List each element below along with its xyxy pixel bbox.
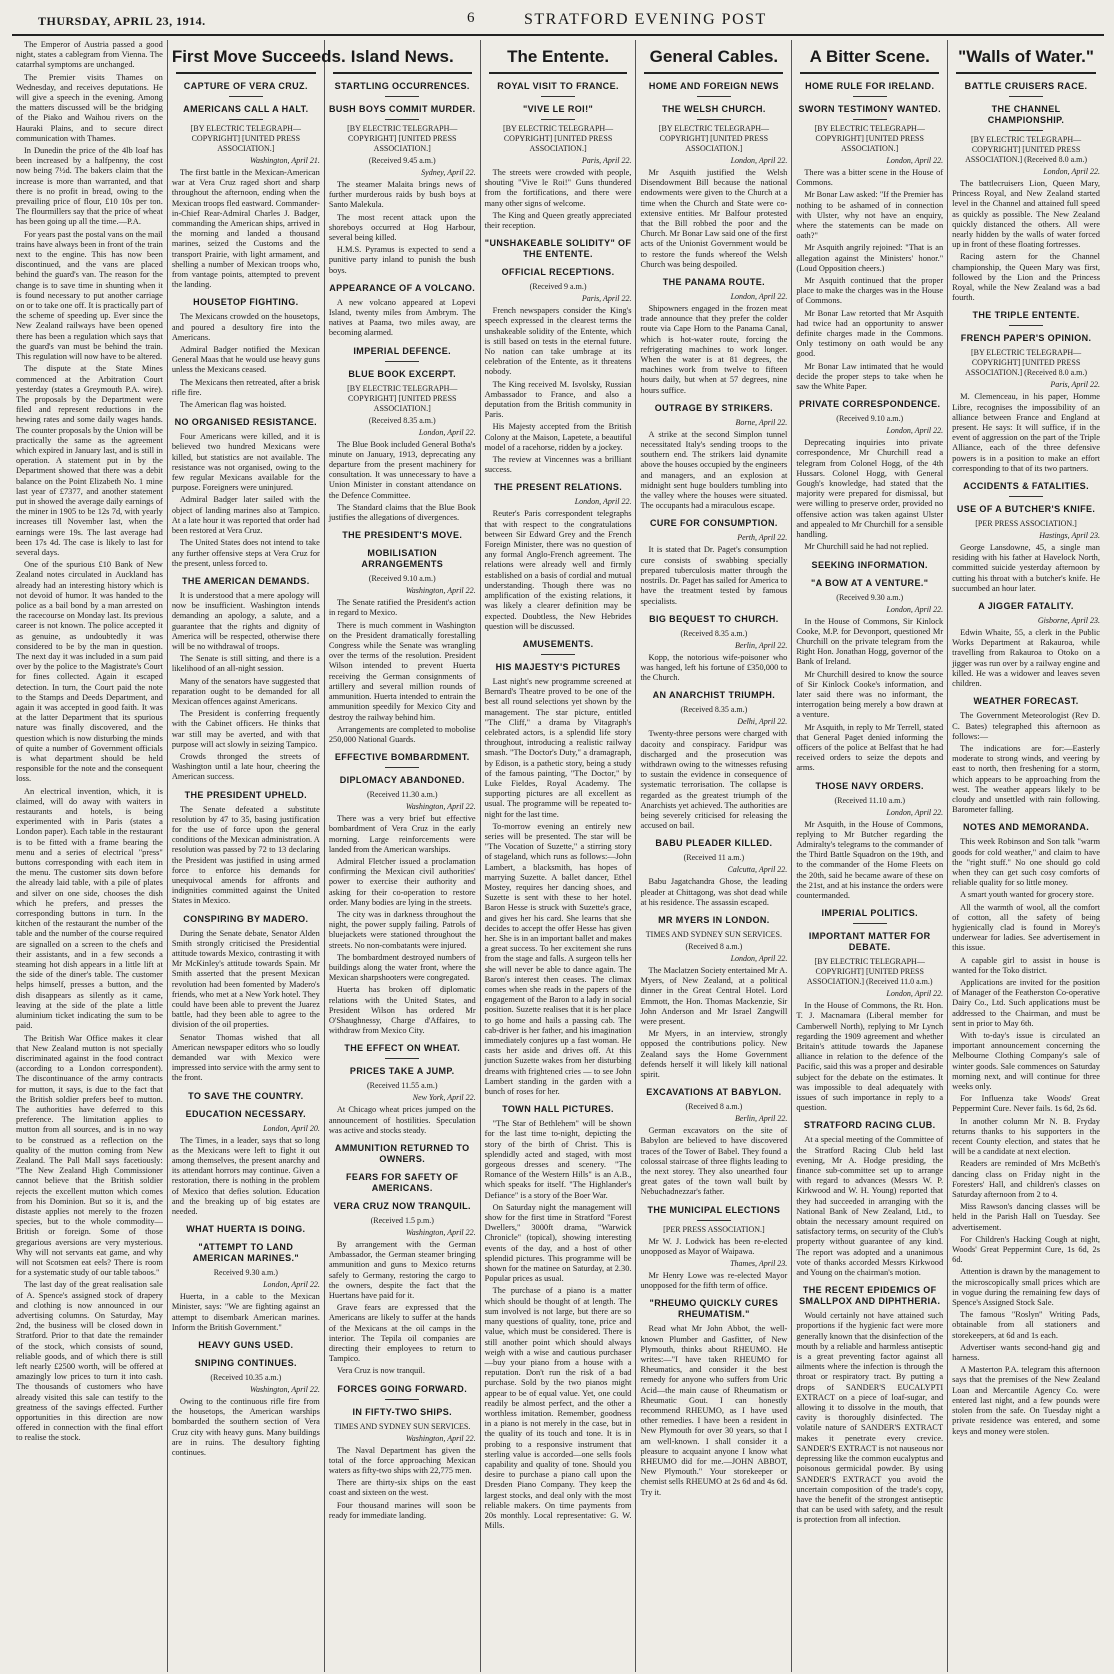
column-headline: Island News. [350,47,454,66]
divider [385,96,419,97]
article-paragraph: The review at Vincennes was a brilliant success. [484,455,632,475]
article-paragraph: The Naval Department has given the total of the force approaching Mexican waters as fifty-two ships with 22,775 men. [328,1445,476,1476]
article-paragraph: His Majesty accepted from the British Colony at the Maison, Lapetete, a beautiful model of a racehorse, ridden by a jockey. [484,422,632,452]
wire-credit: [PER PRESS ASSOCIATION.] [663,1224,765,1234]
article-paragraph: Mr Churchill desired to know the source of Sir Kinlock Cooke's information, and later said there was no informant, the interrogation being merely a bow drawn at a venture. [796,669,944,720]
wire-credit: TIMES AND SYDNEY SUN SERVICES. [645,929,782,939]
subheading: THE PRESENT RELATIONS. [493,482,623,493]
subheading: THE RECENT EPIDEMICS OF SMALLPOX AND DIPHTHERIA. [799,1285,941,1307]
divider [1009,130,1043,131]
article-paragraph: Mr Churchill said he had not replied. [804,542,929,552]
article-paragraph: The Times, in a leader, says that so long as the Mexicans were left to fight it out among themselves, the present anarchy and its attendant horrors may continue. Given a restoration, there is nothing in the problem of Mexico that defies solution. Education and the breaking up of big estates are needed. [171,1135,320,1217]
subheading: VERA CRUZ NOW TRANQUIL. [333,1200,471,1211]
article-paragraph: Four Americans were killed, and it is believed two hundred Mexicans were killed, but statistics are not available. The resistance was not organised, owing to the few regular Mexicans available for the purpose. Foreigners were uninjured. [171,432,320,493]
wire-credit: (Received 9.30 a.m.) [836,592,904,602]
subheading: PRICES TAKE A JUMP. [349,1066,455,1077]
subheading: IN FIFTY-TWO SHIPS. [352,1406,453,1417]
article-paragraph: The Maclatzen Society entertained Mr A. Myers, of New Zealand, at a political dinner in the Great Central Hotel. Lord Emmott, the Hon. Thomas Mackenzie, Sir John Anderson and Mr Israel Zangwill were present. [640,965,788,1026]
article-paragraph: Would certainly not have attained such proportions if the hygienic fact were more generally known that the disinfection of the mouth by a reliable and harmless antiseptic is a great preventing factor against all ailments where the infection is through the throat or respiratory tract. By putting a drops of SANDER'S EUCALYPTI EXTRACT on a piece of loaf-sugar, and allowing it to dissolve in the mouth, that cavity is thoroughly disinfected. The volatile nature of SANDER'S EXTRACT makes it penetrate every crevice. SANDER'S EXTRACT is not nauseous nor depressing like the common eucalyptus and poisonous germicidal powder. By using SANDER'S EXTRACT you avoid the uncertain composition of the trade's copy, have the benefit of the strongest antiseptic that can be used with safety, and the result is protection from all infection. [796,1311,944,1525]
article-paragraph: The Government Meteorologist (Rev D. C. Bates) telegraphed this afternoon as follows:— [952,711,1100,741]
dateline: Hastings, April 23. [1039,531,1100,541]
article-paragraph: Advertiser wants second-hand gig and harness. [952,1342,1100,1363]
article-paragraph: Grave fears are expressed that the Americans are likely to suffer at the hands of the Mexicans at the oil camps in the interior. The Tepila oil companies are directing their employees to return to Tampico. [328,1303,476,1364]
article-paragraph: Mr Myers, in an interview, strongly opposed the contributions policy. New Zealand says the Home Government defends herself it will likely kill national spirit. [640,1029,788,1079]
subheading: PRIVATE CORRESPONDENCE. [799,399,941,410]
subheading: MOBILISATION ARRANGEMENTS [361,548,444,570]
subheading: BLUE BOOK EXCERPT. [348,368,457,379]
subheading: ACCIDENTS & FATALITIES. [963,481,1089,492]
column-headline: "Walls of Water." [958,47,1094,66]
wire-credit: (Received 10.35 a.m.) [210,1373,282,1383]
article-paragraph: The famous "Roslyn" Writing Pads, obtainable from all stationers and storekeepers, at 6d and 1s each. [952,1310,1100,1340]
article-paragraph: The Standard claims that the Blue Book justifies the allegations of divergences. [328,502,476,523]
article-paragraph: Admiral Fletcher issued a proclamation confirming the Mexican civil authorities' power to exercise their authority and asking for their co-operation to restore order. Many bodies are lying in the streets. [328,856,476,907]
article-paragraph: The dispute at the State Mines commenced at the Arbitration Court yesterday (states a Greymouth P.A. wire). The proposals by the Department were filed and represent reductions in the hewing rates and some daily wages hands. The counter proposals by the Union will be practically the same as the agreement which expired in January last, and is still in operation. A statement put in by the Department showed that there was a debit balance on the Point Elizabeth No. 1 mine last year of £7377, and another statement put in showed the average daily earnings of the miner in 1905 to be 12s 7d, with yearly increases till November last, when the earnings were 19s. The last average had been 17s 4d. The case is likely to last for several days. [16,364,163,557]
article-paragraph: There was a bitter scene in the House of Commons. [796,168,944,188]
article-paragraph: Read what Mr John Abbot, the well-known Plumber and Gasfitter, of New Plymouth, thinks about RHEUMO. He writes:—"I have taken RHEUMO for Rheumatics, and consider it the best remedy for anyone who suffers from Uric Acid—the main cause of Rheumatism or Rheumatic Gout. I can honestly recommend RHEUMO, as I have used other remedies. I have been a resident in New Plymouth for over 30 years, so that I am well-known. I shall consider it a pleasure to acquaint anyone I know what RHEUMO did for me.—JOHN ABBOT, New Plymouth." Your storekeeper or chemist sells RHEUMO at 2s 6d and 4s 6d. Try it. [640,1324,788,1497]
masthead [12,8,1104,36]
subheading: TO SAVE THE COUNTRY. [188,1090,304,1101]
dateline: Paris, April 22. [581,156,632,165]
column-5 [636,40,792,1672]
article-paragraph: Readers are reminded of Mrs McBeth's dancing class on Friday night in the Foresters' Hall, and children's classes on Saturday afternoon from 2 to 4. [952,1159,1100,1200]
article-paragraph: At a special meeting of the Committee of the Stratford Racing Club held last evening, Mr A. Hodge presiding, the finance sub-committee set up to arrange with regard to advances (Messrs W. P. Kirkwood and W. H. Young) reported that they had succeeded in arranging with the National Bank of New Zealand, Ltd., to obtain the necessary amount required on satisfactory terms, on security of the Club's property without guarantee of any kind. The report was adopted and a unanimous vote of thanks accorded Messrs Kirkwood and Young on the chairman's motion. [796,1135,944,1278]
article-paragraph: On Saturday night the management will show for the first time in Stratford "Forest Dwellers," 3000ft drama, "Warwick Chronicle" (topical), showing interesting events of the day, and a host of other splendid pictures. This programme will be shown for the matinee on Saturday, at 2.30. Popular prices as usual. [484,1202,632,1284]
article-paragraph: Edwin Whaite, 55, a clerk in the Public Works Department at Rakauroa, while travelling from Rakauroa to Otoko on a jigger was run over by a railway engine and killed. He was a widower and leaves seven children. [952,628,1100,689]
subheading: CURE FOR CONSUMPTION. [649,518,778,529]
article-paragraph: Arrangements are completed to mobolise 250,000 National Guards. [328,724,476,744]
divider [541,119,575,120]
article-paragraph: In another column Mr N. B. Fryday returns thanks to his supporters in the recent County election, and states that he will be a candidate at next election. [952,1116,1100,1157]
subheading: AMUSEMENTS. [522,638,594,649]
article-paragraph: The battlecruisers Lion, Queen Mary, Princess Royal, and New Zealand started level in the Channel and attained full speed as quickly as possible. The New Zealand quickly distanced the others. All were nearly hidden by the walls of water forced up in front of these floating fortresses. [952,179,1100,250]
subheading: THE PANAMA ROUTE. [662,277,766,288]
article-paragraph: The steamer Malaita brings news of further murderous raids by bush boys at Santo Malekula. [328,180,476,210]
subheading: TOWN HALL PICTURES. [502,1104,614,1115]
article-paragraph: A strike at the second Simplon tunnel necessitated Italy's sending troops to the southern end. The strikers laid dynamite above the houses occupied by the engineers and managers, and an explosion at midnight sent huge boulders tumbling into the valley where the houses were situated. The occupants had a miraculous escape. [640,429,788,511]
dateline: London, April 22. [886,807,944,817]
dateline: London, April 22. [730,953,788,963]
wire-credit: (Received 8 a.m.) [685,1102,743,1112]
subheading: ROYAL VISIT TO FRANCE. [497,81,619,91]
article-paragraph: Crowds thronged the streets of Washington until a late hour, cheering the American success. [171,751,320,782]
divider [853,119,887,120]
article-paragraph: The most recent attack upon the shoreboys occurred at Hog Harbour, several being killed. [328,212,476,243]
article-paragraph: Admiral Badger notified the Mexican General Maas that he would use heavy guns unless the Mexicans ceased. [171,345,320,375]
article-paragraph: To-morrow evening an entirely new series will be presented. The star will be "The Vocation of Suzette," a stirring story of stageland, which runs as follows:—John Lambert, a blacksmith, has hopes of marrying Suzette. A ballet dancer, Ethel Mostey, requires her dancing shoes, and Suzette is sent with these to her hotel. Baron Hesse is struck with Suzette's grace, and gives her his card. She learns that she decides to accept the offer Hesse has given her. She is in an important ballet and makes a great success. To her excitement she runs from the stage and falls. A surgeon tells her she will never be able to dance again. The Baron's interest then ceases. The climax comes when she reads in the papers of the engagement of the Baron to a lady in social position. Suzette realises that it is her place to go home and hails a passing cab. The cab-driver is her father, and his imagination immediately conjures up a fast woman. He casts her aside and drives off. At this junction Suzette wakes from her disturbing dreams with frightened cries — to see John Lambert standing in the garden with a bunch of roses for her. [484,821,632,1097]
subheading: AMMUNITION RETURNED TO OWNERS. [334,1142,470,1164]
subheading: "A BOW AT A VENTURE." [811,577,929,588]
article-paragraph: Many of the senators have suggested that reparation ought to be demanded for all Mexican offences against Americans. [171,676,320,706]
column-7 [948,40,1104,1672]
page-number: 6 [467,10,475,26]
divider [853,96,887,97]
subheading: EDUCATION NECESSARY. [185,1108,307,1119]
divider [1009,96,1043,97]
subheading: THE CHANNEL CHAMPIONSHIP. [987,104,1065,125]
article-paragraph: During the Senate debate, Senator Alden Smith strongly criticised the Presidential attitude towards Mexico, contrasting it with Mr McKinley's attitude towards Spain. Mr Smith asserted that the present Mexican revolution had been fomented by Madero's friends, who met at a New York hotel. They could have been able to prevent the Juarez battle, had they been able to agree to the division of the oil properties. [171,928,320,1030]
article-paragraph: The city was in darkness throughout the night, the power supply failing. Patrols of bluejackets were stationed throughout the streets. No non-combatants were injured. [328,909,476,950]
article-paragraph: Mr Asquith, in the House of Commons, replying to Mr Butcher regarding the Admiralty's telegrams to the commander of the Third Battle Squadron on the 19th, and to the commander of the Home Fleets on the 20th, said he became aware of these on the 21st, and at his instance the orders were countermanded. [796,819,944,900]
article-paragraph: For Children's Hacking Cough at night, Woods' Great Peppermint Cure, 1s 6d, 2s 6d. [952,1234,1100,1265]
subheading: IMPERIAL DEFENCE. [353,345,452,356]
subheading: BABU PLEADER KILLED. [655,838,773,849]
article-paragraph: For years past the postal vans on the mail trains have always been in front of the train next to the engine. This has now been discontinued, and the vans are placed behind the guard's van. The reason for the change is to save time in shunting when it is found necessary to put another carriage on or to take one off. It is practically part of the scheme of speeding up. Ever since the New Zealand railways have been opened there has been a regulation which says that the guard's van must be behind the train. This regulation will now have to be altered. [16,229,163,362]
article-paragraph: In the House of Commons, the Rt. Hon. T. J. Macnamara (Liberal member for Camberwell North), replying to Mr Lynch regarding the 1909 agreement and whether Britain's attitude towards the Japanese alliance in relation to the defence of the Pacific, said this was a proper and desirable subject for the debate on the estimates. It was impossible to deal adequately with issues of such importance in reply to a question. [796,1001,944,1113]
column-headline: A Bitter Scene. [809,47,930,66]
wire-credit: [BY ELECTRIC TELEGRAPH—COPYRIGHT] [UNITED PRESS ASSOCIATION.] (Received 8.0 a.m.) [965,348,1088,378]
subheading: BATTLE CRUISERS RACE. [964,81,1088,91]
article-paragraph: Mr Asquith justified the Welsh Disendowment Bill because the national endowments were given to the Church at a time when the Church and State were co-extensive entities. Mr Balfour protested that the Bill robbed the poor and the Church. Mr Bonar Law said one of the first acts of the Unionist Government would be to restore the funds whereof the Welsh Church was being despoiled. [640,168,788,269]
divider [1009,496,1043,497]
column-3 [325,40,481,1672]
dateline: Paris, April 22. [581,294,632,304]
article-paragraph: Applications are invited for the position of Manager of the Featherston Co-operative Dairy Co., Ltd. Such applications must be addressed to the Chairman, and must be sent in prior to May 6th. [952,977,1100,1028]
article-paragraph: Shipowners engaged in the frozen meat trade announce that they prefer the colder route via Cape Horn to the Panama Canal, which is hot-water route, forcing the refrigerating machines to work longer. When the water is at 81 degrees, the machines work from twelve to fifteen hours daily, but when at 57 degrees, nine hours suffice. [640,304,788,395]
dateline: Washington, April 22. [405,1433,476,1443]
subheading: THE PRESIDENT UPHELD. [184,789,308,800]
article-paragraph: The Mexicans then retreated, after a brisk rifle fire. [171,377,320,397]
article-paragraph: Mr W. J. Lodwick has been re-elected unopposed as Mayor of Waipawa. [640,1236,788,1256]
article-paragraph: A Masterton P.A. telegram this afternoon says that the premises of the New Zealand Loan and Mercantile Agency Co. were entered last night, and a few pounds were stolen from the safe. On Tuesday night a private residence was entered, and some keys and money were stolen. [952,1365,1100,1436]
subheading: THE EFFECT ON WHEAT. [344,1043,461,1054]
article-paragraph: Twenty-three persons were charged with dacoity and conspiracy. Faridpur was discharged and the prosecution was withdrawn owing to the witnesses refusing to sustain the evidence in consequence of systematic terrorisation. The collapse is regarded as the greatest triumph of the Anarchists yet achieved. The authorities are being severely criticised for releasing the accused on bail. [640,729,788,831]
wire-credit: (Received 11 a.m.) [683,853,745,863]
column-2 [168,40,346,1672]
headline-rule [489,72,628,74]
article-paragraph: Last night's new programme screened at Bernard's Theatre proved to be one of the best all round selections yet shown by the management. The star picture, entitled "The Cliff," a drama by Vitagraph's celebrated actors, is a splendid life story throughout, introducing a realistic railway smash. "The Doctor's Duty," a dramagraph, by Edison, is a pathetic story, being a study of the famous painting, "The Doctor," by Luke Fieldes, Royal Academy. The supporting pictures are all excellent as usual. The programme will be repeated to-night for the last time. [484,676,632,819]
dateline: London, April 22. [418,427,476,437]
subheading: "ATTEMPT TO LAND AMERICAN MARINES." [192,1242,300,1264]
subheading: OFFICIAL RECEPTIONS. [501,267,615,278]
wire-credit: (Received 11.10 a.m.) [834,795,906,805]
column-1 [12,40,168,1672]
subheading: DIPLOMACY ABANDONED. [339,775,465,786]
article-paragraph: There are thirty-six ships on the east coast and sixteen on the west. [328,1478,476,1498]
article-paragraph: Mr Asquith, in reply to Mr Terrell, stated that General Paget denied informing the officers of the police at Belfast that he had received orders to seize the depots and arms. [796,722,944,773]
subheading: "UNSHAKEABLE SOLIDITY" OF THE ENTENTE. [484,238,632,260]
dateline: London, April 22. [574,497,632,507]
dateline: Washington, April 22. [405,586,476,596]
subheading: CONSPIRING BY MADERO. [183,913,309,924]
subheading: EFFECTIVE BOMBARDMENT. [334,752,470,763]
dateline: London, April 22. [1043,167,1100,176]
column-headline: General Cables. [649,47,779,66]
wire-credit: [PER PRESS ASSOCIATION.] [975,519,1077,529]
subheading: SEEKING INFORMATION. [811,559,928,570]
article-paragraph: The British War Office makes it clear that New Zealand mutton is not specially discriminated against in the food contract (according to a London correspondent). The discontinuance of the army contracts for mutton, it says, is due to the fact that the British soldier prefers beef to mutton. The authorities have deferred to this preference. The limitation applies to mutton from all sources, and is in no way to be construed as a reflection on the quality of the mutton coming from New Zealand. The Pall Mall says facetiously: "The New Zealand High Commissioner cannot believe that the British soldier rejects the excellent mutton which comes from his Dominion. But so it is, and the distaste applies not merely to the frozen species, but to the whole commodity—British or foreign. Some of those gregarious aversions are very mysterious. Why will not servants eat game, and why will not Scotsmen eat eels? There is room for a systematic study of our table taboos." [16,1033,163,1278]
dateline: Washington, April 21. [250,156,320,165]
subheading: HOME AND FOREIGN NEWS [648,81,779,91]
article-paragraph: In the House of Commons, Sir Kinlock Cooke, M.P. for Devonport, questioned Mr Churchill on the private telegram from the Right Hon. Jonathan Hogg, governor of the Bank of Ireland. [796,616,944,667]
headline-rule [176,72,316,74]
subheading: HEAVY GUNS USED. [198,1340,294,1351]
article-paragraph: By arrangement with the German Ambassador, the German steamer bringing ammunition and guns to Mexico returns safely to Germany, restoring the cargo to the owners, despite the fact that the Huertans have paid for it. [328,1239,476,1300]
divider [385,1058,419,1059]
article-paragraph: One of the spurious £10 Bank of New Zealand notes circulated in Auckland has already had an interesting history which is not devoid of humor. It was handed to the police as a bail bond by a man arrested on the racecourse on Monday last. Its previous career is not known. The police accepted it as genuine, as undoubtedly it was considered to be by the man in question. The next day it was included in a sum paid over by the police to the Magistrate's Court for fines collected. Again it escaped detection. In turn, the Court paid the note to the Stamps and Deeds Department, and again it was accepted in good faith. It was at the latter Department that its spurious nature was finally discovered, and the question which is now disturbing the minds of quite a number of Government officials is what department should be held responsible for the note and the consequent loss. [16,560,163,784]
subheading: EXCAVATIONS AT BABYLON. [646,1087,782,1098]
dateline: Borne, April 22. [735,417,788,427]
subheading: THE WELSH CHURCH. [662,104,766,114]
divider [697,119,731,120]
article-paragraph: All the warmth of wool, all the comfort of cotton, all the safety of being hygienically clad is found in Morey's underwear for ladies. See advertisement in this issue. [952,902,1100,953]
article-paragraph: Admiral Badger later sailed with the object of landing marines also at Tampico. At a late hour it was reported that order had been restored at Vera Cruz. [171,495,320,536]
article-paragraph: Mr Asquith angrily rejoined: "That is an allegation against the Ministers' honor." (Loud Opposition cheers.) [796,243,944,273]
article-paragraph: The last day of the great realisation sale of A. Spence's assigned stock of drapery and clothing is now announced in our advertising columns. On Saturday, May 2nd, the business will be closed down in Stratford. Prior to that date the remainder of the stock, which consists of sound, reliable goods, and of which there is still left nearly £2500 worth, will be offered at amazingly low prices to turn it into cash. The thousands of customers who have already visited this sale can testify to the greatness of the savings effected. Further opportunities in this direction are now offered in connection with the final effort to realise the stock. [16,1280,163,1443]
divider [385,1399,419,1400]
subheading: SNIPING CONTINUES. [194,1358,297,1369]
dateline: Perth, April 22. [737,533,788,543]
subheading: AN ANARCHIST TRIUMPH. [652,690,776,701]
wire-credit: (Received 11.30 a.m.) [366,790,438,800]
wire-credit: [BY ELECTRIC TELEGRAPH—COPYRIGHT] [UNITED PRESS ASSOCIATION.] [190,124,301,153]
subheading: AMERICANS CALL A HALT. [183,104,309,114]
dateline: Sydney, April 22. [421,168,476,177]
article-paragraph: Kopp, the notorious wife-poisoner who was hanged, left his fortune of £350,000 to the Church. [640,652,788,683]
subheading: STARTLING OCCURRENCES. [334,81,470,91]
article-paragraph: A new volcano appeared at Lopevi Island, twenty miles from Ambrym. The natives at Paama, two miles away, are becoming alarmed. [328,297,476,338]
dateline: London, April 22. [263,1280,320,1290]
subheading: THE MUNICIPAL ELECTIONS [647,1204,781,1215]
dateline: Gisborne, April 23. [1037,616,1100,626]
subheading: "RHEUMO QUICKLY CURES RHEUMATISM." [649,1298,779,1320]
article-paragraph: The Senate is still sitting, and there is a likelihood of an all-night session. [171,654,320,674]
article-paragraph: Huerta has broken off diplomatic relations with the United States, and President Wilson has ordered Mr O'Shaughnessy, Charge d'Affaires, to withdraw from Mexico City. [328,985,476,1036]
subheading: SWORN TESTIMONY WANTED. [798,104,941,114]
subheading: IMPORTANT MATTER FOR DEBATE. [808,931,931,953]
headline-rule [333,72,472,74]
subheading: IMPERIAL POLITICS. [821,908,918,919]
column-4 [481,40,637,1672]
wire-credit: (Received 8 a.m.) [685,941,743,951]
divider [697,1220,731,1221]
wire-credit: TIMES AND SYDNEY SUN SERVICES. [334,1421,471,1431]
divider [385,361,419,362]
article-paragraph: German excavators on the site of Babylon are believed to have discovered traces of the Tower of Babel. They found a colossal staircase of three flights leading to the next storey. They also unearthed four great gates of the town wall built by Nebuchadnezzar's father. [640,1126,788,1197]
article-paragraph: For Influenza take Woods' Great Peppermint Cure. Never fails. 1s 6d, 2s 6d. [952,1094,1100,1114]
article-paragraph: Huerta, in a cable to the Mexican Minister, says: "We are fighting against an attempt to disembark American marines. Inform the British Government." [171,1292,320,1332]
article-paragraph: Mr Bonar Law intimated that he would decide the proper steps to take when he saw the White Paper. [796,361,944,392]
column-headline: First Move Succeeds. [171,47,346,66]
article-paragraph: The Premier visits Thames on Wednesday, and receives deputations. He will give a speech in the evening. Among the matters discussed will be the bridging of the Piako and Waihou rivers on the Hauraki Plains, and to secure direct communication with Thames. [16,72,163,143]
article-paragraph: Attention is drawn by the management to the microscopically small prices which are in vogue during the remaining few days of Spence's Assigned Stock Sale. [952,1267,1100,1308]
column-headline: The Entente. [507,47,610,66]
subheading: FORCES GOING FORWARD. [337,1383,468,1394]
wire-credit: [BY ELECTRIC TELEGRAPH—COPYRIGHT] [UNITED PRESS ASSOCIATION.] (Received 11.0 a.m.) [806,957,933,987]
article-paragraph: The indications are for:—Easterly moderate to strong winds, and veering by east to north, then freshening for a storm, which appears to be approaching from the west. The weather appears likely to be cloudy and unsettled with rain following. Barometer falling. [952,743,1100,815]
dateline: New York, April 22. [412,1093,476,1103]
subheading: THE TRIPLE ENTENTE. [972,310,1080,321]
subheading: USE OF A BUTCHER'S KNIFE. [956,504,1096,515]
article-paragraph: With to-day's issue is circulated an important announcement concerning the Melbourne Clothing Company's sale of winter goods. Sale commences on Saturday morning next, and will continue for three weeks only. [952,1030,1100,1091]
article-paragraph: A capable girl to assist in house is wanted for the Toko district. [952,955,1100,975]
subheading: FEARS FOR SAFETY OF AMERICANS. [346,1171,459,1193]
dateline: Washington, April 22. [250,1385,320,1395]
article-paragraph: There was a very brief but effective bombardment of Vera Cruz in the early morning. Large reinforcements were landed from the American warships. [328,814,476,854]
subheading: BIG BEQUEST TO CHURCH. [649,613,779,624]
wire-credit: (Received 9.10 a.m.) [836,414,904,424]
wire-credit: (Received 11.55 a.m.) [366,1081,438,1091]
subheading: FRENCH PAPER'S OPINION. [960,333,1092,344]
subheading: THOSE NAVY ORDERS. [815,780,924,791]
article-paragraph: Owing to the continuous rifle fire from the housetops, the American warships bombarded the southern section of Vera Cruz city with heavy guns. Many buildings are in ruins. The desultory fighting continues. [171,1397,320,1458]
article-paragraph: The King received M. Isvolsky, Russian Ambassador to France, and also a deputation from the British community in Paris. [484,379,632,420]
subheading: "VIVE LE ROI!" [522,104,594,114]
wire-credit: [BY ELECTRIC TELEGRAPH—COPYRIGHT] [UNITED PRESS ASSOCIATION.] [347,124,458,153]
article-paragraph: The streets were crowded with people, shouting "Vive le Roi!" Guns thundered from the fortifications, and there were many other signs of welcome. [484,168,632,208]
article-paragraph: The purchase of a piano is a matter which should be thought of at length. The sum involved is not large, but there are so many questions of quality, tone, price and value, which must be considered. There is still another point which should always weigh with a wise and cautious purchaser—buy your piano from a house with a reputation. Don't run the risk of a bad purchase. Sold by the two pianos might appear to be of equal value. Yet, one could readily be almost perfect, and the other a worthless imitation. Remember, goodness in a piano is not merely in the case, but in the quality of its touch and tone. It is in probing to a responsive instrument that sterling value is accorded—one sells fools capability and quality of tone. Should you desire to purchase a piano call upon the Dresden Piano Company. They keep the largest stocks, and deal only with the most reliable makers. On time payments from 20s monthly. Local representative: G. W. Mills. [484,1286,632,1531]
article-paragraph: Deprecating inquiries into private correspondence, Mr Churchill read a telegram from Colonel Hogg, of the 4th Hussars. Colonel Hogg, with General Gough's knowledge, had stated that the majority were prepared for dismissal, but were willing to preserve order, provided no offensive action was taken against Ulster and appealed to Mr Churchill for a sensible handling. [796,438,944,540]
subheading: THE AMERICAN DEMANDS. [182,575,310,586]
article-paragraph: The Senate ratified the President's action in regard to Mexico. [328,598,476,618]
dateline: London, April 22. [730,292,788,302]
dateline: Calcutta, April 22. [727,865,788,875]
article-paragraph: French newspapers consider the King's speech expressed in the clearest terms the unshakeable solidity of the Entente, which is still based on tests in the eternal future. No nation can take umbrage at its celebration of the Entente, as it threatens nobody. [484,306,632,377]
subheading: WHAT HUERTA IS DOING. [186,1224,306,1235]
wire-credit: [BY ELECTRIC TELEGRAPH—COPYRIGHT] [UNITED PRESS ASSOCIATION.] (Received 8.0 a.m.) [965,135,1088,164]
newspaper-title: STRATFORD EVENING POST [524,11,767,28]
article-paragraph: There is much comment in Washington on the President dramatically forestalling Congress while the Senate was wrangling over the terms of the resolution. President Wilson intended to prevent Huerta receiving the German consignments of artillery and several million rounds of ammunition. Huerta intended to entrain the ammunition speedily for Mexico City and destroy the railway behind him. [328,620,476,722]
article-paragraph: Senator Thomas wished that all American newspaper editors who so loudly demanded war with Mexico were impressed into service with the army sent to the front. [171,1032,320,1083]
subheading: NOTES AND MEMORANDA. [962,822,1090,833]
issue-date: THURSDAY, APRIL 23, 1914. [38,14,206,28]
wire-credit: (Received 9 a.m.) [529,282,587,292]
article-paragraph: The United States does not intend to take any further offensive steps at Vera Cruz for the present, unless forced to. [171,538,320,568]
article-paragraph: The Emperor of Austria passed a good night, states a cablegram from Vienna. The catarrhal symptoms are unchanged. [16,40,163,70]
article-paragraph: Mr Henry Lowe was re-elected Mayor unopposed for the fifth term of office. [640,1271,788,1291]
divider [385,767,419,768]
article-paragraph: H.M.S. Pyramus is expected to send a punitive party inland to punish the bush boys. [328,245,476,275]
dateline: London, April 22. [886,156,944,165]
article-paragraph: The Mexicans crowded on the housetops, and poured a desultory fire into the Americans. [171,312,320,342]
subheading: HOUSETOP FIGHTING. [193,297,299,308]
article-paragraph: This week Robinson and Son talk "warm goods for cold weather," and claim to have the "right stuff." No one should go cold when they can get such cosy comforts of reliable quality for so little money. [952,837,1100,888]
article-paragraph: George Lansdowne, 45, a single man residing with his father at Havelock North, committed suicide yesterday afternoon by cutting his throat with a butcher's knife. He succumbed an hour later. [952,543,1100,593]
wire-credit: (Received 9.45 a.m.) [368,156,436,165]
wire-credit: (Received 9.10 a.m.) [368,574,436,584]
dateline: Paris, April 22. [1050,380,1100,390]
headline-rule [800,72,939,74]
wire-credit: [BY ELECTRIC TELEGRAPH—COPYRIGHT] [UNITED PRESS ASSOCIATION.] [347,383,458,413]
subheading: OUTRAGE BY STRIKERS. [654,402,774,413]
dateline: London, April 20. [263,1123,320,1133]
article-paragraph: At Chicago wheat prices jumped on the announcement of hostilities. Speculation was active and stocks steady. [328,1105,476,1135]
wire-credit: Received 9.30 a.m.) [213,1268,278,1278]
dateline: London, April 22. [886,426,944,436]
divider [697,96,731,97]
dateline: London, April 22. [886,989,944,999]
article-paragraph: Mr Asquith continued that the proper place to make the charges was in the House of Commons. [796,276,944,306]
subheading: NO ORGANISED RESISTANCE. [174,417,318,428]
headline-rule [644,72,783,74]
headline-rule [956,72,1096,74]
article-paragraph: The first battle in the Mexican-American war at Vera Cruz raged short and sharp throughout the afternoon, ending when the Mexican troops fled eastward. Commander-in-Chief Rear-Admiral Charles J. Badger, commanding the American ships, arrived in the morning and landed a thousand marines, seized the Customs and the transport Prairie, with light armament, and shelling a number of Mexican troops who, from vantage points, attempted to prevent the landing. [171,168,320,290]
wire-credit: (Received 8.35 a.m.) [680,628,748,638]
article-paragraph: Vera Cruz is now tranquil. [336,1366,425,1376]
subheading: HIS MAJESTY'S PICTURES [495,661,621,672]
dateline: Washington, April 22. [405,802,476,812]
article-paragraph: The bombardment destroyed numbers of buildings along the water front, where the Mexican sharpshooters were congregated. [328,952,476,983]
article-paragraph: Racing astern for the Channel championship, the Queen Mary was first, followed by the Lion and the Princess Royal, while the New Zealand was a bad fourth. [952,252,1100,303]
divider [541,654,575,655]
subheading: HOME RULE FOR IRELAND. [805,81,935,91]
column-6 [792,40,948,1672]
subheading: APPEARANCE OF A VOLCANO. [329,282,476,293]
wire-credit: [BY ELECTRIC TELEGRAPH—COPYRIGHT] [UNITED PRESS ASSOCIATION.] [502,124,614,153]
article-paragraph: "The Star of Bethlehem" will be shown for the last time to-night, depicting the story of the birth of Christ. This is splendidly acted and staged, with most gorgeous dresses and scenery. "The Romance of the Western Hills" is an A.B., which speaks for itself. "The Highlander's Defiance" is a story of the Boer War. [484,1119,632,1200]
dateline: Berlin, April 22. [735,1114,788,1124]
divider [853,923,887,924]
article-paragraph: Reuter's Paris correspondent telegraphs that with respect to the congratulations between Sir Edward Grey and the French Foreign Minister, there was no question of any formal Anglo-French agreement. The relations were already well and firmly established on a basis of cordial and mutual understanding. Though there was no amplification of the existing relations, it was likely a clearer definition may be expected. Doubtless, the New Hebrides question will be discussed. [484,509,632,631]
article-paragraph: Babu Jagatchandra Ghose, the leading pleader at Chittagong, was shot dead while at his residence. The assassin escaped. [640,877,788,907]
article-paragraph: The President is conferring frequently with the Cabinet officers. He thinks that war still may be averted, and with that purpose will act slowly in seizing Tampico. [171,709,320,749]
article-paragraph: It is understood that a mere apology will now be insufficient. Washington intends demanding an apology, a salute, and a guarantee that the rights and dignity of America will be respected, otherwise there will be no withdrawal of troops. [171,590,320,651]
divider [229,96,263,97]
subheading: STRATFORD RACING CLUB. [803,1120,936,1131]
divider [1009,325,1043,326]
article-paragraph: An electrical invention, which, it is claimed, will do away with waiters in restaurants and hotels, is being experimented with in Paris (states a London paper). Each table in the restaurant is to be fitted with a frame bearing the menu and a series of electrical "press" buttons corresponding with each item in the menu. The customer sits down before the already laid table, with a pile of plates and silver on one side, chooses the dish which he prefers, and presses the corresponding buttons in turn. In the kitchen of the restaurant the number of the table and the number of the course required are signalled on a screen to the chefs and their assistants, and in a few seconds a steaming hot dish appears in a little lift at the side of the diner's table. The customer helps himself, presses a button, and the dish disappears as silently as it came, leaving at the side of the plate a little aluminium ticket indicating the sum to be paid. [16,786,163,1031]
subheading: BUSH BOYS COMMIT MURDER. [328,104,476,114]
subheading: CAPTURE OF VERA CRUZ. [183,81,308,91]
dateline: London, April 22. [886,604,944,614]
article-paragraph: Mr Bonar Law retorted that Mr Asquith had twice had an opportunity to answer definite charges made in the Commons. Only testimony on oath would be any good. [796,308,944,359]
dateline: Delhi, April 22. [737,717,788,727]
dateline: London, April 22. [730,156,788,165]
wire-credit: (Received 1.5 p.m.) [370,1215,434,1225]
article-paragraph: M. Clemenceau, in his paper, Homme Libre, recognises the impossibility of an alliance between France and England at present. He says: It will suffice, if in the event of aggression on the part of the Triple Alliance, each of the three defensive powers is in a position to make an effort corresponding to that of its two partners. [952,392,1100,473]
article-paragraph: The Blue Book included General Botha's minute on January, 1913, deprecating any departure from the present machinery for consultation. It was unnecessary to have a Union Minister in constant attendance on the Defence Committee. [328,439,476,500]
subheading: THE PRESIDENT'S MOVE. [342,530,463,541]
dateline: Berlin, April 22. [735,640,788,650]
wire-credit: (Received 8.35 a.m.) [368,415,436,425]
article-paragraph: In Dunedin the price of the 4lb loaf has been increased by a halfpenny, the cost now being 7½d. The bakers claim that the increase is more than warranted, and that there is no profit in bread, owing to the prevailing price of flour, £10 10s per ton. The flourmillers say that the price of wheat has been going up all the time.—P.A. [16,146,163,227]
divider [229,119,263,120]
dateline: Thames, April 23. [730,1259,788,1269]
article-paragraph: A smart youth wanted for grocery store. [960,890,1094,900]
article-paragraph: The American flag was hoisted. [179,400,287,410]
divider [541,96,575,97]
article-paragraph: Miss Rawson's dancing classes will be held in the Parish Hall on Tuesday. See advertisement. [952,1202,1100,1232]
wire-credit: [BY ELECTRIC TELEGRAPH—COPYRIGHT] [UNITED PRESS ASSOCIATION.] [814,124,925,153]
article-paragraph: The Senate defeated a substitute resolution by 47 to 35, basing justification for the use of force upon the general conditions of the Mexican administration. A resolution was passed by 72 to 13 declaring the President was justified in using armed force to enforce his demands for unequivocal amends for affronts and indignities committed against the United States in Mexico. [171,804,320,906]
columns [12,40,1104,1672]
article-paragraph: The King and Queen greatly appreciated their reception. [484,210,632,231]
divider [385,119,419,120]
wire-credit: [BY ELECTRIC TELEGRAPH—COPYRIGHT] [UNITED PRESS ASSOCIATION.] [658,124,769,153]
article-paragraph: Four thousand marines will soon be ready for immediate landing. [328,1500,476,1520]
article-paragraph: Mr Bonar Law asked: "If the Premier has nothing to be ashamed of in connection with Ulster, why not have an enquiry, where the statements can be made on oath?" [796,190,944,241]
wire-credit: (Received 8.35 a.m.) [680,705,748,715]
dateline: Washington, April 22. [405,1227,476,1237]
subheading: A JIGGER FATALITY. [978,601,1074,612]
article-paragraph: It is stated that Dr. Paget's consumption cure consists of swabbing specially prepared tuberculosis matter through the nostrils. Dr. Paget has sailed for America to have the treatment tested by famous specialists. [640,545,788,606]
subheading: MR MYERS IN LONDON. [658,914,770,925]
subheading: WEATHER FORECAST. [973,696,1079,707]
